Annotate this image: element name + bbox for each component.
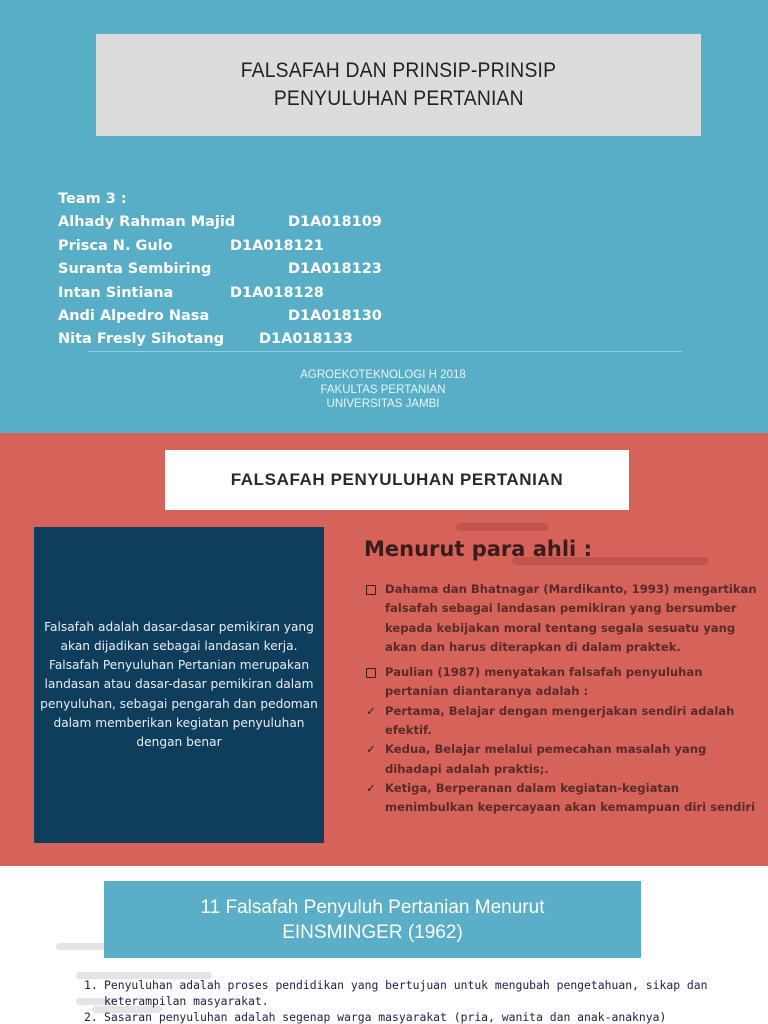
affiliation-university: UNIVERSITAS JAMBI [326,398,440,410]
member-name: Nita Fresly Sihotang [58,331,225,348]
team-member [58,211,382,234]
member-name: Intan Sintiana [58,284,174,301]
checkbox-bullet-icon [366,585,376,595]
title-line-1: FALSAFAH DAN PRINSIP-PRINSIP [240,59,557,82]
member-nim: D1A018123 [288,261,382,278]
check-item [364,779,764,818]
title-box [96,34,701,136]
slide-falsafah [0,433,768,866]
member-nim: D1A018128 [230,284,324,301]
experts-list [364,580,764,818]
definition-box [34,527,324,843]
title-line-2: PENYULUHAN PERTANIAN [273,87,524,110]
team-member [58,305,382,328]
definition-text [40,618,318,752]
member-nim: D1A018109 [288,214,382,231]
team-member [58,328,353,351]
check-item [364,702,764,741]
definition-falsafah: Falsafah adalah dasar-dasar pemikiran yang akan dijadikan sebagai landasan kerja. [44,619,314,653]
einsminger-title-line-2: EINSMINGER (1962) [282,921,463,943]
expert-item [364,663,764,702]
check-text: Kedua, Belajar melalui pemecahan masalah yang dihadapi adalah praktis;. [385,742,707,776]
affiliation-program: AGROEKOTEKNOLOGI H 2018 [300,369,466,381]
member-nim: D1A018130 [288,307,382,324]
team-label: Team 3 : [58,191,127,207]
check-item [364,740,764,779]
expert-text: Paulian (1987) menyatakan falsafah penyuluhan pertanian diantaranya adalah : [385,665,703,699]
affiliation-faculty: FAKULTAS PERTANIAN [320,383,446,396]
check-text: Pertama, Belajar dengan mengerjakan sendiri adalah efektif. [385,703,735,738]
checkmark-icon: ✓ [366,780,376,795]
list-text: Sasaran penyuluhan adalah segenap warga masyarakat (pria, wanita dan anak-anaknya) [104,1010,667,1024]
decorative-bar [456,523,548,531]
checkbox-bullet-icon [366,668,376,678]
list-number: 2. [84,1010,98,1024]
team-member [58,282,324,305]
philosophy-list [84,977,764,1024]
expert-text: Dahama dan Bhatnagar (Mardikanto, 1993) mengartikan falsafah sebagai landasan pemikiran yang bersumber kepada kebijakan moral tentang segala sesuatu yang akan dan harus diterapkan di dalam praktek. [385,582,757,654]
slide-title [0,0,768,433]
einsminger-title-box [104,881,641,958]
definition-falsafah-penyuluhan: Falsafah Penyuluhan Pertanian merupakan landasan atau dasar-dasar pemikiran dalam penyuluhan, sebagai pengarah dan pedoman dalam memberikan kegiatan penyuluhan dengan benar [40,658,318,749]
check-text: Ketiga, Berperanan dalam kegiatan-kegiatan menimbulkan kepercayaan akan kemampuan diri sendiri [385,780,756,815]
member-nim: D1A018133 [259,331,353,348]
checkmark-icon: ✓ [366,703,376,718]
list-item [84,1009,764,1024]
divider-line [88,351,682,352]
member-nim: D1A018121 [230,237,324,254]
team-list [58,188,382,352]
experts-heading: Menurut para ahli : [364,537,592,561]
member-name: Andi Alpedro Nasa [58,307,210,324]
team-member [58,235,324,258]
list-item [84,977,764,1009]
member-name: Suranta Sembiring [58,261,212,278]
member-name: Alhady Rahman Majid [58,214,236,231]
checkmark-icon: ✓ [366,742,376,757]
member-name: Prisca N. Gulo [58,237,173,254]
slide-einsminger [0,866,768,1024]
affiliation [250,368,516,412]
einsminger-title-line-1: 11 Falsafah Penyuluh Pertanian Menurut [200,896,545,918]
list-number: 1. [84,978,98,992]
list-text: Penyuluhan adalah proses pendidikan yang bertujuan untuk mengubah pengetahuan, sikap dan keterampilan masyarakat. [104,978,708,1008]
section-title-box [165,450,629,510]
team-member [58,258,382,281]
expert-item [364,580,764,657]
section-title: FALSAFAH PENYULUHAN PERTANIAN [230,470,564,489]
